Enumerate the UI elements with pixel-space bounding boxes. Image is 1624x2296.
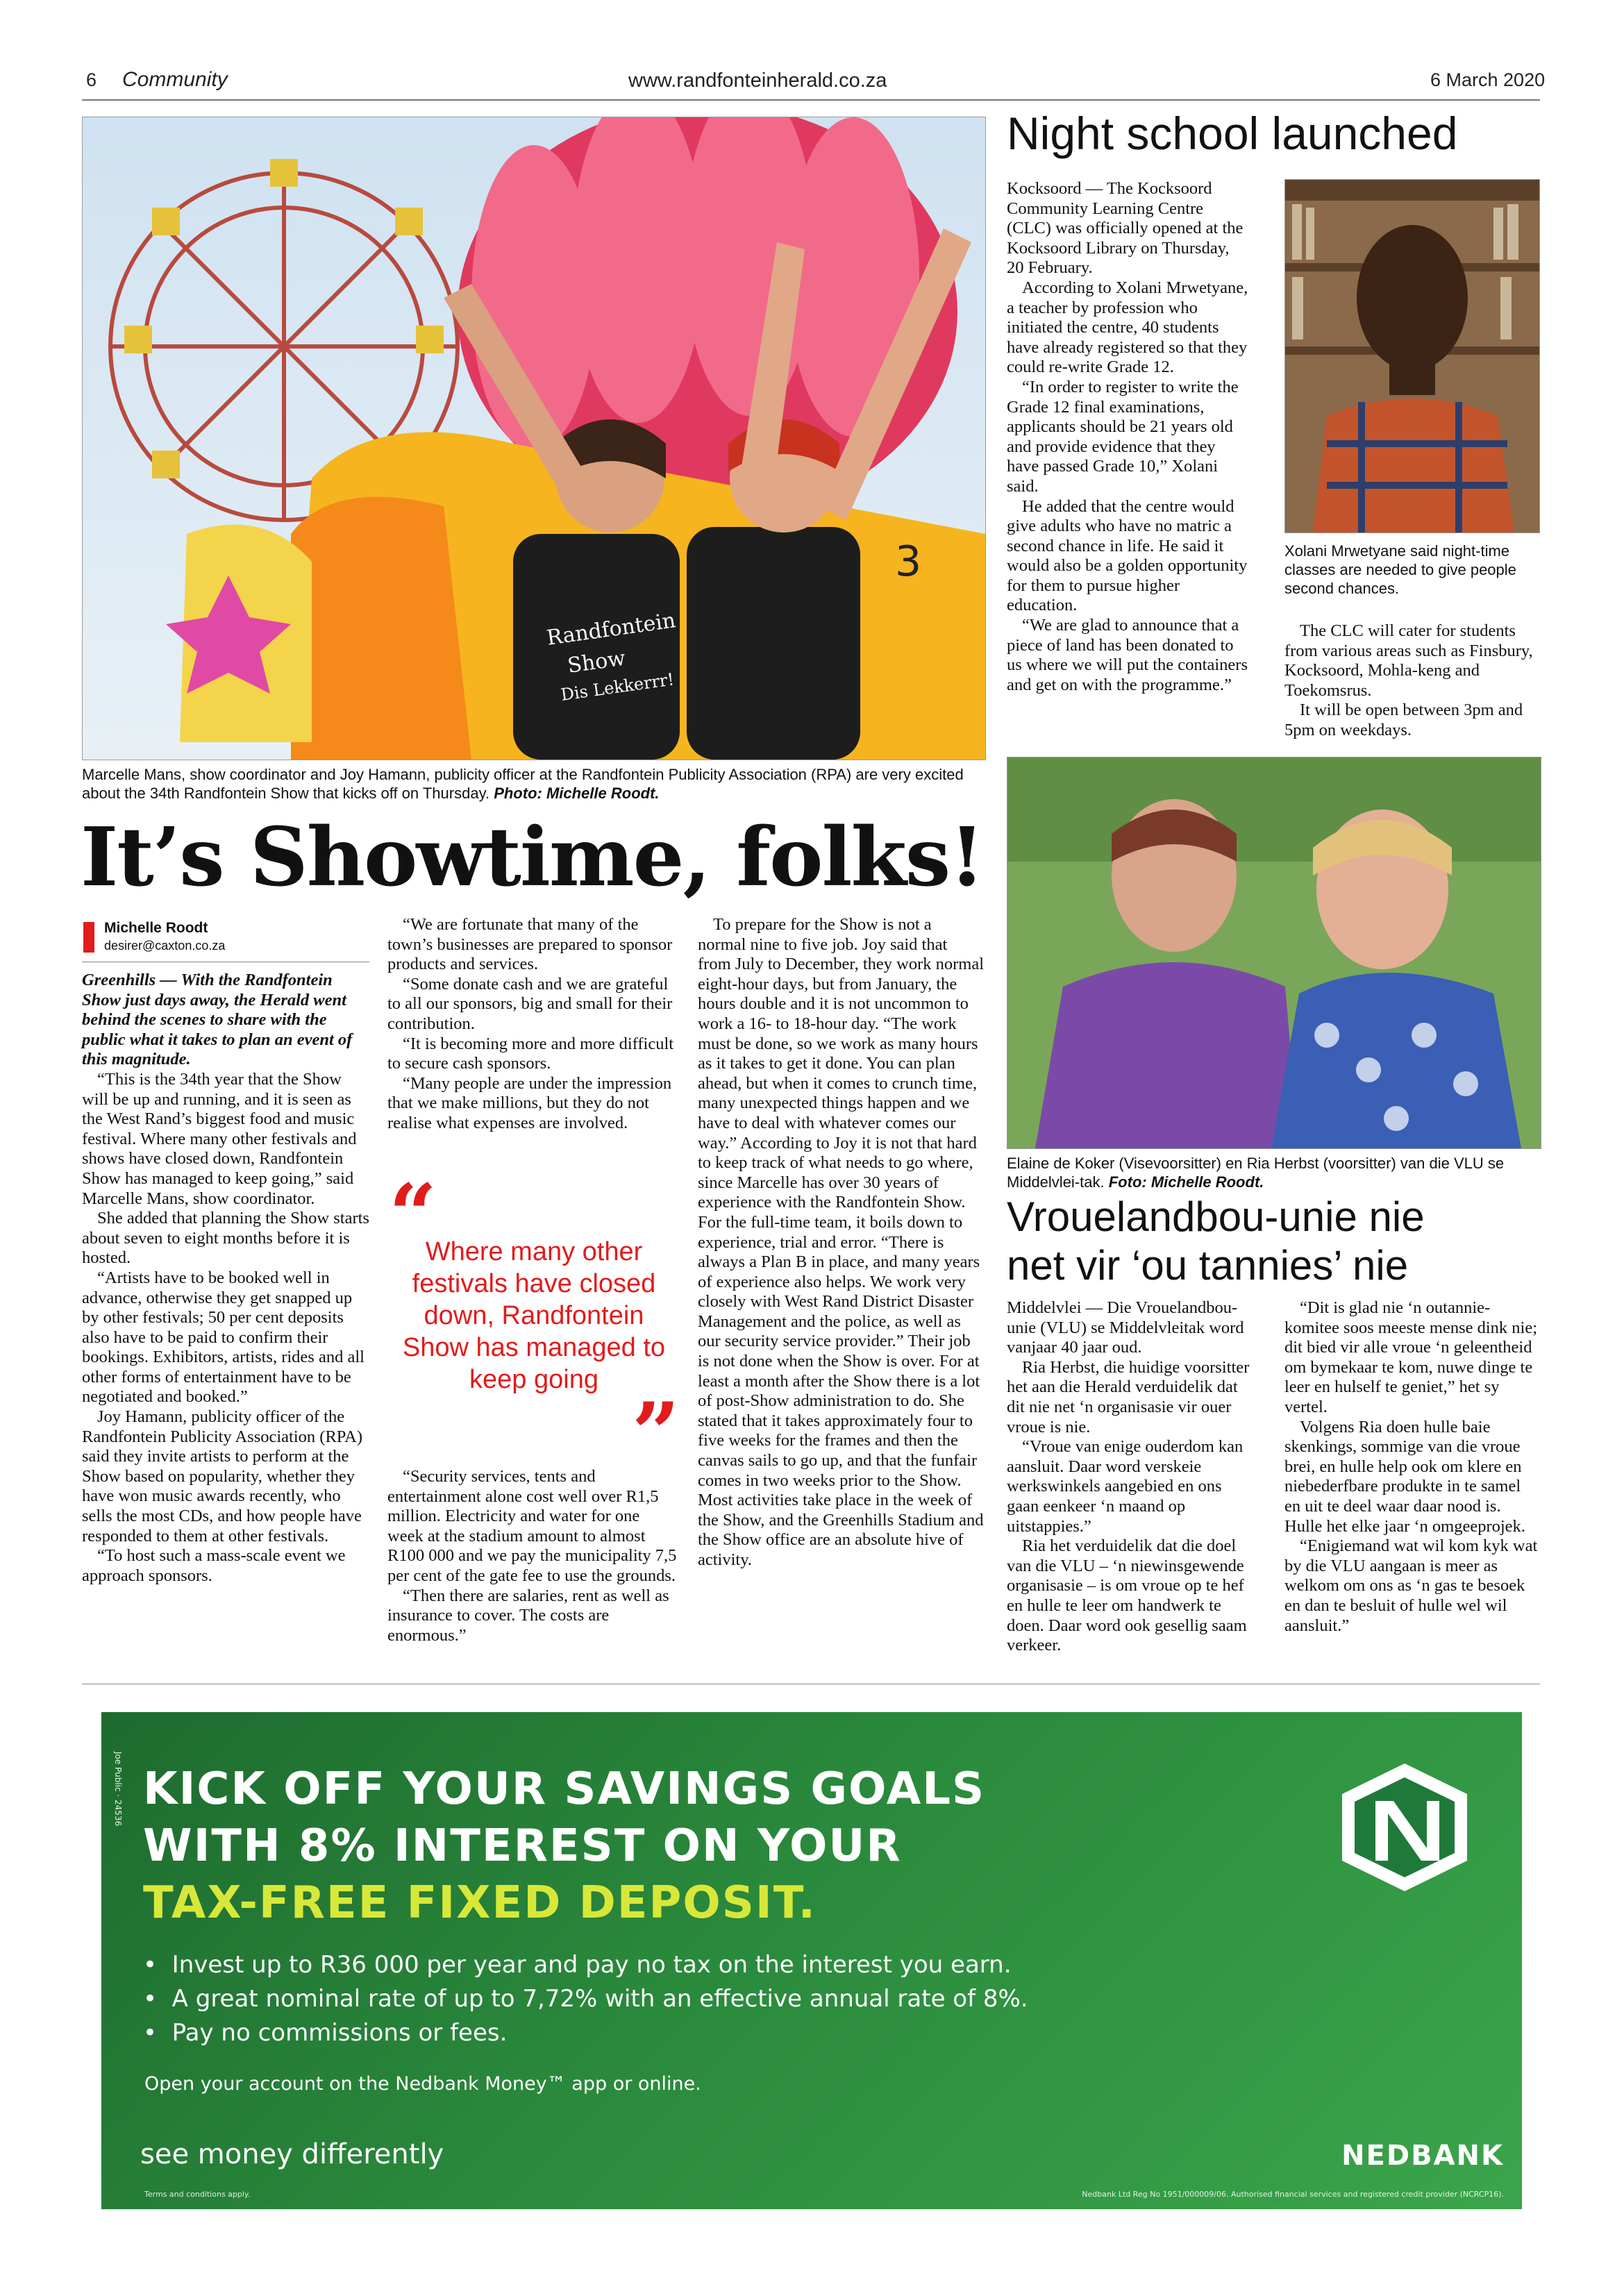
- ad-headline-line-1: KICK OFF YOUR SAVINGS GOALS: [143, 1763, 986, 1815]
- showtime-column-3: [698, 915, 984, 1570]
- showtime-column-1: [82, 971, 369, 1586]
- ad-brand-wordmark: NEDBANK: [1341, 2140, 1504, 2172]
- ad-cta[interactable]: Open your account on the Nedbank Money™ app or online.: [144, 2073, 701, 2095]
- nightschool-paragraph: The CLC will cater for students from various areas such as Finsbury, Kocksoord, Mohla-keng and Toekomsrus.: [1284, 621, 1533, 700]
- showtime-paragraph: To prepare for the Show is not a normal nine to five job. Joy said that from July to December, they work normal eight-hour days, but from January, the hours double and it is not uncommon to work a 16- to 18-hour day. “The work must be done, so we work as many hours as it takes to get it done. You can plan ahead, but when it comes to crunch time, many unexpected things happen and we have to deal with whatever comes our way.” According to Joy it is not that hard to keep track of what needs to go where, since Marcelle has over 30 years of experience with the Randfontein Show. For the full-time team, it boils down to experience, trial and error. “There is always a Plan B in place, and many years of experience also helps. We work very closely with West Rand District Disaster Management and the police, as well as our security service provider.” Their job is not done when the Show is over. For at least a month after the Show there is a lot of post-Show administration to do. She stated that it takes approximately four to five weeks for the frames and then the canvas sails to go up, and that the funfair comes in two weeks prior to the Show. Most activities take place in the week of the Show, and the Greenhills Stadium and the Show office are an absolute hive of activity.: [698, 915, 985, 1569]
- ad-slogan: see money differently: [140, 2138, 444, 2170]
- vlu-paragraph: Volgens Ria doen hulle baie skenkings, sommige van die vroue brei, en hulle help ook om klere en niebederfbare produkte in te samel en uit te deel waar daar nood is. Hulle het elke jaar ‘n omgeeprojek.: [1284, 1417, 1525, 1536]
- vlu-column-1: [1007, 1298, 1255, 1656]
- nedbank-logo-icon: [1335, 1758, 1474, 1897]
- ad-legal: Nedbank Ltd Reg No 1951/000009/06. Authorised financial services and registered credit provider (NCRCP16).: [1082, 2190, 1504, 2199]
- vlu-photo: [1007, 757, 1541, 1149]
- showtime-photo-caption: [82, 765, 985, 803]
- ad-headline-line-3: TAX-FREE FIXED DEPOSIT.: [143, 1877, 817, 1929]
- ad-side-code: Joe Public · 24536: [113, 1752, 123, 1827]
- header-rule: [82, 99, 1540, 101]
- showtime-photo-credit: Photo: Michelle Roodt.: [494, 785, 660, 802]
- svg-text:Randfontein: Randfontein: [545, 608, 678, 651]
- vlu-lead-paragraph: Middelvlei — Die Vrouelandbou-unie (VLU) se Middelvleitak word vanjaar 40 jaar oud.: [1007, 1298, 1244, 1357]
- svg-text:3: 3: [895, 537, 922, 586]
- showtime-caption-text: Marcelle Mans, show coordinator and Joy Hamann, publicity officer at the Randfontein Publicity Association (RPA) are very excited about the 34th Randfontein Show that kicks off on Thursday.: [82, 766, 964, 802]
- byline-author: Michelle Roodt: [104, 920, 208, 936]
- section-name: Community: [122, 68, 228, 91]
- ad-headline-line-2: WITH 8% INTEREST ON YOUR: [143, 1820, 902, 1872]
- showtime-paragraph: “It is becoming more and more difficult to secure cash sponsors.: [387, 1034, 674, 1073]
- ad-bullet: • A great nominal rate of up to 7,72% with an effective annual rate of 8%.: [143, 1985, 1028, 2013]
- vlu-column-2: [1284, 1298, 1539, 1636]
- vlu-paragraph: “Vroue van enige ouderdom kan aansluit. Daar word verskeie werkswinkels aangebied en ons gaan eenkeer ‘n maand op uitstappies.”: [1007, 1437, 1244, 1536]
- byline-email[interactable]: desirer@caxton.co.za: [104, 939, 226, 953]
- xolani-photo-caption: Xolani Mrwetyane said night-time classes are needed to give people second chances.: [1284, 542, 1516, 597]
- open-quote-mark: “: [389, 1166, 437, 1264]
- nightschool-paragraph: He added that the centre would give adults who have no matric a second chance in life. He said it would also be a golden opportunity for them to pursue higher education.: [1007, 496, 1248, 615]
- issue-date: 6 March 2020: [1430, 69, 1546, 90]
- nightschool-column-2: [1284, 621, 1539, 741]
- showtime-column-2b: [387, 1467, 678, 1645]
- showtime-column-2a: [387, 915, 678, 1134]
- nightschool-column-1: [1007, 179, 1250, 695]
- showtime-headline: It’s Showtime, folks!: [81, 810, 984, 905]
- showtime-paragraph: She added that planning the Show starts about seven to eight months before it is hosted.: [82, 1209, 369, 1268]
- vlu-caption-text: Elaine de Koker (Visevoorsitter) en Ria Herbst (voorsitter) van die VLU se Middelvlei-tak.: [1007, 1155, 1505, 1191]
- ad-bullet-list: [143, 1948, 1254, 2050]
- svg-text:Dis Lekkerrr!: Dis Lekkerrr!: [559, 669, 676, 705]
- nightschool-paragraph: It will be open between 3pm and 5pm on weekdays.: [1284, 701, 1523, 739]
- nightschool-paragraph: “We are glad to announce that a piece of land has been donated to us where we will put the containers and get on with the programme.”: [1007, 616, 1248, 694]
- showtime-lead-paragraph: Greenhills — With the Randfontein Show just days away, the Herald went behind the scenes to share with the public what it takes to plan an event of this magnitude.: [82, 971, 353, 1069]
- showtime-paragraph: “Many people are under the impression that we make millions, but they do not realise what expenses are involved.: [387, 1073, 672, 1132]
- pull-quote: Where many other festivals have closed down, Randfontein Show has managed to keep going: [402, 1237, 666, 1394]
- showtime-paragraph: “To host such a mass-scale event we approach sponsors.: [82, 1546, 346, 1585]
- showtime-paragraph: “We are fortunate that many of the town’s businesses are prepared to sponsor products and services.: [387, 915, 673, 974]
- ad-terms: Terms and conditions apply.: [144, 2190, 251, 2199]
- website-url[interactable]: www.randfonteinherald.co.za: [628, 69, 887, 92]
- showtime-paragraph: “Then there are salaries, rent as well as insurance to cover. The costs are enormous.”: [387, 1586, 669, 1645]
- showtime-paragraph: Joy Hamann, publicity officer of the Randfontein Publicity Association (RPA) said they invite artists to perform at the Show based on popularity, whether they have won music awards recently, who sells the most CDs, and how people have responded to them at other festivals.: [82, 1407, 363, 1545]
- page-number: 6: [86, 69, 97, 90]
- nedbank-advert[interactable]: [101, 1712, 1522, 2209]
- vlu-photo-credit: Foto: Michelle Roodt.: [1108, 1173, 1264, 1191]
- vlu-photo-caption: [1007, 1154, 1540, 1191]
- vlu-paragraph: “Enigiemand wat wil kom kyk wat by die VLU aangaan is meer as welkom om ons as ‘n gas te besoek en dan te besluit of hulle wel wil aansluit.”: [1284, 1536, 1538, 1635]
- vlu-paragraph: Ria het verduidelik dat die doel van die VLU – ‘n niewinsgewende organisasie – is om vroue op te hef en hulle te leer om handwerk te doen. Daar word ook gesellig saam verkeer.: [1007, 1536, 1247, 1655]
- xolani-photo: [1284, 179, 1540, 533]
- vlu-headline: Vrouelandbou-unie nie net vir ‘ou tannies’ nie: [1007, 1193, 1425, 1289]
- nightschool-paragraph: “In order to register to write the Grade 12 final examinations, applicants should be 21 years old and provide evidence that they have passed Grade 10,” Xolani said.: [1007, 377, 1239, 496]
- nightschool-headline: Night school launched: [1007, 108, 1458, 159]
- nightschool-paragraph: According to Xolani Mrwetyane, a teacher by profession who initiated the centre, 40 students have already registered so that they could re-write Grade 12.: [1007, 278, 1248, 377]
- nightschool-lead-paragraph: Kocksoord — The Kocksoord Community Learning Centre (CLC) was officially opened at the Kocksoord Library on Thursday, 20 February.: [1007, 179, 1244, 278]
- vlu-paragraph: Ria Herbst, die huidige voorsitter het aan die Herald verduidelik dat dit nie net ‘n organisasie vir ouer vroue is nie.: [1007, 1357, 1250, 1436]
- showtime-paragraph: “Security services, tents and entertainment alone cost well over R1,5 million. Electricity and water for one week at the stadium amount to almost R100 000 and we pay the municipality 7,5 per cent of the gate fee to use the grounds.: [387, 1467, 677, 1585]
- showtime-paragraph: “Some donate cash and we are grateful to all our sponsors, big and small for their contribution.: [387, 974, 673, 1033]
- ad-bullet: • Pay no commissions or fees.: [143, 2019, 508, 2047]
- vlu-paragraph: “Dit is glad nie ‘n outannie-komitee soos meeste mense dink nie; dit bied vir alle vroue ‘n geleentheid om bymekaar te kom, nuwe dinge te leer en hulself te geniet,” het sy vertel.: [1284, 1298, 1538, 1416]
- byline-red-block: [83, 922, 94, 953]
- close-quote-mark: ”: [632, 1384, 680, 1482]
- showtime-paragraph: “This is the 34th year that the Show will be up and running, and it is seen as the West Rand’s biggest food and music festival. Where many other festivals and shows have closed down, Randfontein Show has managed to keep going,” said Marcelle Mans, show coordinator.: [82, 1069, 357, 1208]
- showtime-photo: [82, 117, 986, 760]
- ad-bullet: • Invest up to R36 000 per year and pay no tax on the interest you earn.: [143, 1951, 1012, 1979]
- showtime-paragraph: “Artists have to be booked well in advance, otherwise they get snapped up by other festivals; 50 per cent deposits also have to be paid to confirm their bookings. Exhibitors, artists, rides and all other forms of entertainment have to be negotiated and booked.”: [82, 1268, 365, 1407]
- svg-text:Show: Show: [566, 646, 627, 678]
